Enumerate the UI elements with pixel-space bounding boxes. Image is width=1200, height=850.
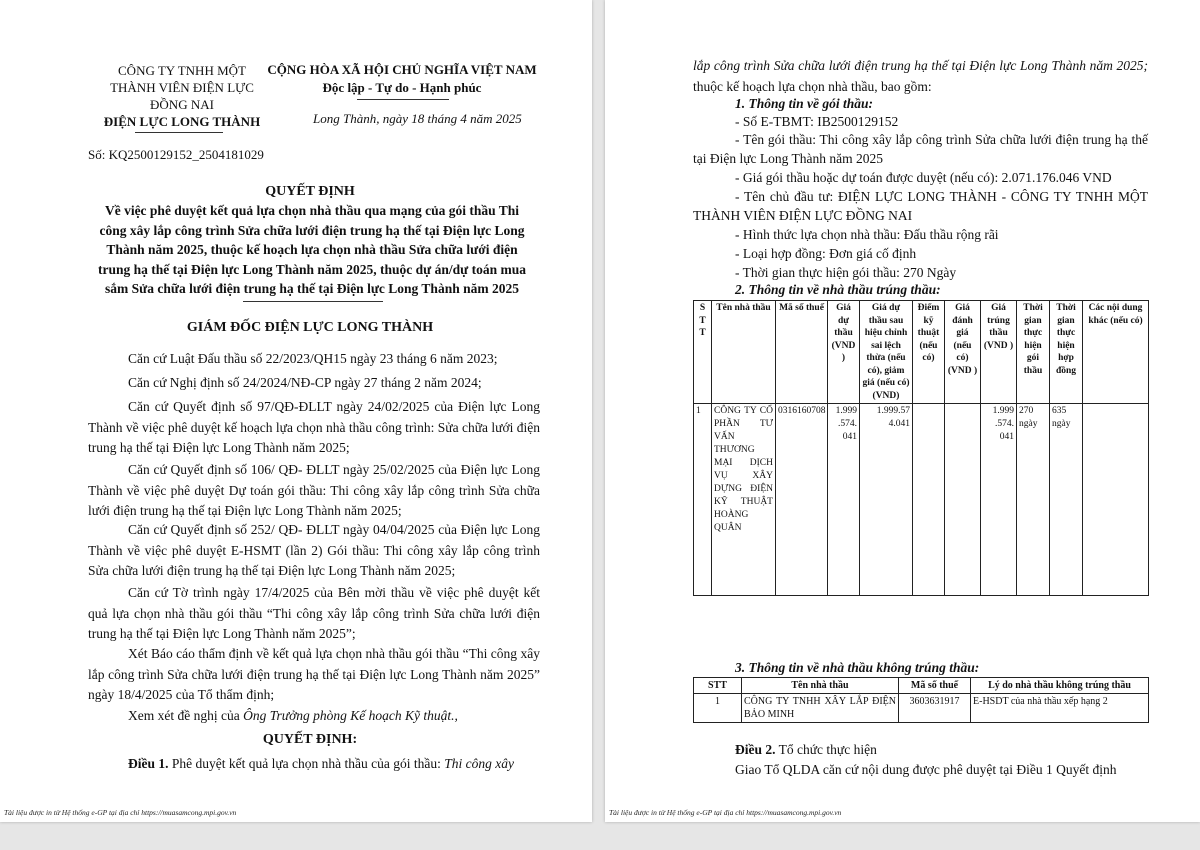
company-line: THÀNH VIÊN ĐIỆN LỰC bbox=[110, 80, 254, 95]
subject-line: công xây lắp công trình Sửa chữa lưới điện trung hạ thế tại Điện lực Long bbox=[99, 222, 525, 238]
proposal-person: Ông Trưởng phòng Kế hoạch Kỹ thuật., bbox=[243, 708, 458, 723]
company-header bbox=[92, 62, 272, 130]
article-1-label: Điều 1. bbox=[128, 756, 169, 771]
cell-tax-code: 3603631917 bbox=[899, 694, 971, 723]
basis-law: Căn cứ Luật Đấu thầu số 22/2023/QH15 ngày 23 tháng 6 năm 2023; bbox=[128, 351, 498, 366]
page-footer: Tài liệu được in từ Hệ thống e-GP tại địa chỉ https://muasamcong.mpi.gov.vn bbox=[609, 808, 842, 817]
company-line: CÔNG TY TNHH MỘT bbox=[118, 63, 246, 78]
continued-text bbox=[693, 56, 1148, 97]
continued-italic: lắp công trình Sửa chữa lưới điện trung hạ thế tại Điện lực Long Thành năm 2025; bbox=[693, 58, 1148, 73]
company-line: ĐỒNG NAI bbox=[150, 97, 214, 112]
company-underline bbox=[135, 132, 223, 133]
document-page-right bbox=[605, 0, 1200, 822]
article-2-line: Giao Tổ QLDA căn cứ nội dung được phê duyệt tại Điều 1 Quyết định bbox=[735, 762, 1117, 777]
article-2 bbox=[735, 740, 877, 759]
cell-package-time: 270 ngày bbox=[1017, 404, 1050, 596]
info-package-name: - Tên gói thầu: Thi công xây lắp công trình Sửa chữa lưới điện trung hạ thế tại Điện lực Long Thành năm 2025 bbox=[693, 132, 1148, 166]
losing-bidder-table bbox=[693, 677, 1149, 723]
col-bidder-name: Tên nhà thầu bbox=[712, 301, 776, 404]
basis-decision-97: Căn cứ Quyết định số 97/QĐ-ĐLLT ngày 24/02/2025 của Điện lực Long Thành về việc phê duyệt kế hoạch lựa chọn nhà thầu công trình: Sửa chữa lưới điện trung hạ thế tại Điện lực Long Thành năm 2025; bbox=[88, 399, 540, 455]
subject-underline bbox=[243, 301, 383, 302]
national-header bbox=[262, 60, 542, 96]
cell-eval-price bbox=[945, 404, 981, 596]
basis-decree: Căn cứ Nghị định số 24/2024/NĐ-CP ngày 27 tháng 2 năm 2024; bbox=[128, 375, 482, 390]
winning-bidder-table bbox=[693, 300, 1149, 596]
table-header-row bbox=[694, 301, 1149, 404]
cell-bidder-name: CÔNG TY CỔ PHẦN TƯ VẤN THƯƠNG MẠI DỊCH VỤ XÂY DỰNG ĐIỆN KỸ THUẬT HOÀNG QUÂN bbox=[712, 404, 776, 596]
col-eval-price: Giá đánh giá (nếu có) (VND ) bbox=[945, 301, 981, 404]
subject-line: Thành năm 2025, thuộc kế hoạch lựa chọn nhà thầu Sửa chữa lưới điện bbox=[106, 242, 518, 257]
basis-decision-252: Căn cứ Quyết định số 252/ QĐ- ĐLLT ngày 04/04/2025 của Điện lực Long Thành về việc phê duyệt E-HSMT (lần 2) Gói thầu: Thi công xây lắp công trình Sửa chữa lưới điện trung hạ thế tại Điện lực Long Thành năm 2025; bbox=[88, 522, 540, 578]
col-contract-time: Thời gian thực hiện hợp đồng bbox=[1050, 301, 1083, 404]
info-investor: - Tên chủ đầu tư: ĐIỆN LỰC LONG THÀNH - CÔNG TY TNHH MỘT THÀNH VIÊN ĐIỆN LỰC ĐỒNG NAI bbox=[693, 189, 1148, 223]
cell-stt: 1 bbox=[694, 404, 712, 596]
proposal-line bbox=[88, 706, 540, 727]
document-page-left bbox=[0, 0, 592, 822]
basis-decision-106: Căn cứ Quyết định số 106/ QĐ- ĐLLT ngày 25/02/2025 của Điện lực Long Thành về việc phê duyệt Dự toán gói thầu: Thi công xây lắp công trình Sửa chữa lưới điện trung hạ thế tại Điện lực Long Thành năm 2025; bbox=[88, 462, 540, 518]
col-tax-code: Mã số thuế bbox=[776, 301, 828, 404]
document-number: Số: KQ2500129152_2504181029 bbox=[88, 147, 264, 162]
motto-underline bbox=[357, 99, 449, 100]
subject-line: trung hạ thế tại Điện lực Long Thành năm 2025, thuộc dự án/dự toán mua bbox=[97, 261, 526, 277]
article-2-text: Tổ chức thực hiện bbox=[775, 742, 877, 757]
subject-line: sắm Sửa chữa lưới điện trung hạ thế tại Điện lực Long Thành năm 2025 bbox=[105, 281, 519, 296]
col-tech-score: Điểm kỹ thuật (nếu có) bbox=[913, 301, 945, 404]
col-bid-price: Giá dự thầu (VND ) bbox=[828, 301, 860, 404]
col-bidder-name: Tên nhà thầu bbox=[742, 678, 899, 694]
cell-tax-code: 0316160708 bbox=[776, 404, 828, 596]
info-etbmt: - Số E-TBMT: IB2500129152 bbox=[735, 114, 899, 129]
col-reason: Lý do nhà thầu không trúng thầu bbox=[971, 678, 1149, 694]
nation-motto: Độc lập - Tự do - Hạnh phúc bbox=[322, 80, 482, 95]
article-1 bbox=[88, 754, 540, 775]
section-3-heading: 3. Thông tin về nhà thầu không trúng thầu: bbox=[735, 660, 980, 675]
article-1-package: Thi công xây bbox=[444, 756, 514, 771]
place-date: Long Thành, ngày 18 tháng 4 năm 2025 bbox=[313, 111, 522, 126]
info-duration: - Thời gian thực hiện gói thầu: 270 Ngày bbox=[735, 265, 957, 280]
cell-tech-score bbox=[913, 404, 945, 596]
nation-name: CỘNG HÒA XÃ HỘI CHỦ NGHĨA VIỆT NAM bbox=[267, 62, 537, 77]
col-adjusted-price: Giá dự thầu sau hiệu chỉnh sai lệch thừa (nếu có), giảm giá (nếu có) (VND) bbox=[860, 301, 913, 404]
col-award-price: Giá trúng thầu (VND ) bbox=[981, 301, 1017, 404]
subject-line: Về việc phê duyệt kết quả lựa chọn nhà thầu qua mạng của gói thầu Thi bbox=[104, 203, 520, 218]
col-tax-code: Mã số thuế bbox=[899, 678, 971, 694]
col-package-time: Thời gian thực hiện gói thầu bbox=[1017, 301, 1050, 404]
info-price: - Giá gói thầu hoặc dự toán được duyệt (nếu có): 2.071.176.046 VND bbox=[735, 170, 1112, 185]
page-footer: Tài liệu được in từ Hệ thống e-GP tại địa chỉ https://muasamcong.mpi.gov.vn bbox=[4, 808, 237, 817]
info-contract-type: - Loại hợp đồng: Đơn giá cố định bbox=[735, 246, 917, 261]
basis-appraisal: Xét Báo cáo thẩm định về kết quả lựa chọn nhà thầu gói thầu “Thi công xây lắp công trình Sửa chữa lưới điện trung hạ thế tại Điện lực Long Thành năm 2025” ngày 18/4/2025 của Tổ thẩm định; bbox=[88, 646, 540, 702]
decision-subject bbox=[84, 201, 540, 299]
table-row bbox=[694, 404, 1149, 596]
proposal-prefix: Xem xét đề nghị của bbox=[128, 708, 244, 723]
table-header-row bbox=[694, 678, 1149, 694]
cell-bid-price: 1.999 .574. 041 bbox=[828, 404, 860, 596]
decide-heading: QUYẾT ĐỊNH: bbox=[262, 732, 358, 747]
cell-contract-time: 635 ngày bbox=[1050, 404, 1083, 596]
info-method: - Hình thức lựa chọn nhà thầu: Đấu thầu rộng rãi bbox=[735, 227, 999, 242]
cell-bidder-name: CÔNG TY TNHH XÂY LẮP ĐIỆN BẢO MINH bbox=[742, 694, 899, 723]
article-2-label: Điều 2. bbox=[735, 742, 776, 757]
section-1-heading: 1. Thông tin về gói thầu: bbox=[735, 96, 874, 111]
cell-other bbox=[1083, 404, 1149, 596]
cell-award-price: 1.999 .574. 041 bbox=[981, 404, 1017, 596]
article-1-text: Phê duyệt kết quả lựa chọn nhà thầu của gói thầu: bbox=[168, 756, 445, 771]
cell-stt: 1 bbox=[694, 694, 742, 723]
director-title: GIÁM ĐỐC ĐIỆN LỰC LONG THÀNH bbox=[186, 320, 434, 335]
continued-tail: thuộc kế hoạch lựa chọn nhà thầu, bao gồm: bbox=[693, 78, 932, 94]
col-stt: S T T bbox=[694, 301, 712, 404]
col-other: Các nội dung khác (nếu có) bbox=[1083, 301, 1149, 404]
cell-adjusted-price: 1.999.57 4.041 bbox=[860, 404, 913, 596]
table-row bbox=[694, 694, 1149, 723]
cell-reason: E-HSDT của nhà thầu xếp hạng 2 bbox=[971, 694, 1149, 723]
company-unit: ĐIỆN LỰC LONG THÀNH bbox=[103, 114, 261, 129]
decision-title: QUYẾT ĐỊNH bbox=[265, 184, 355, 199]
col-stt: STT bbox=[694, 678, 742, 694]
section-2-heading: 2. Thông tin về nhà thầu trúng thầu: bbox=[735, 282, 941, 297]
basis-submission: Căn cứ Tờ trình ngày 17/4/2025 của Bên mời thầu về việc phê duyệt kết quả lựa chọn nhà thầu gói thầu “Thi công xây lắp công trình Sửa chữa lưới điện trung hạ thế tại Điện lực Long Thành năm 2025”; bbox=[88, 585, 540, 641]
